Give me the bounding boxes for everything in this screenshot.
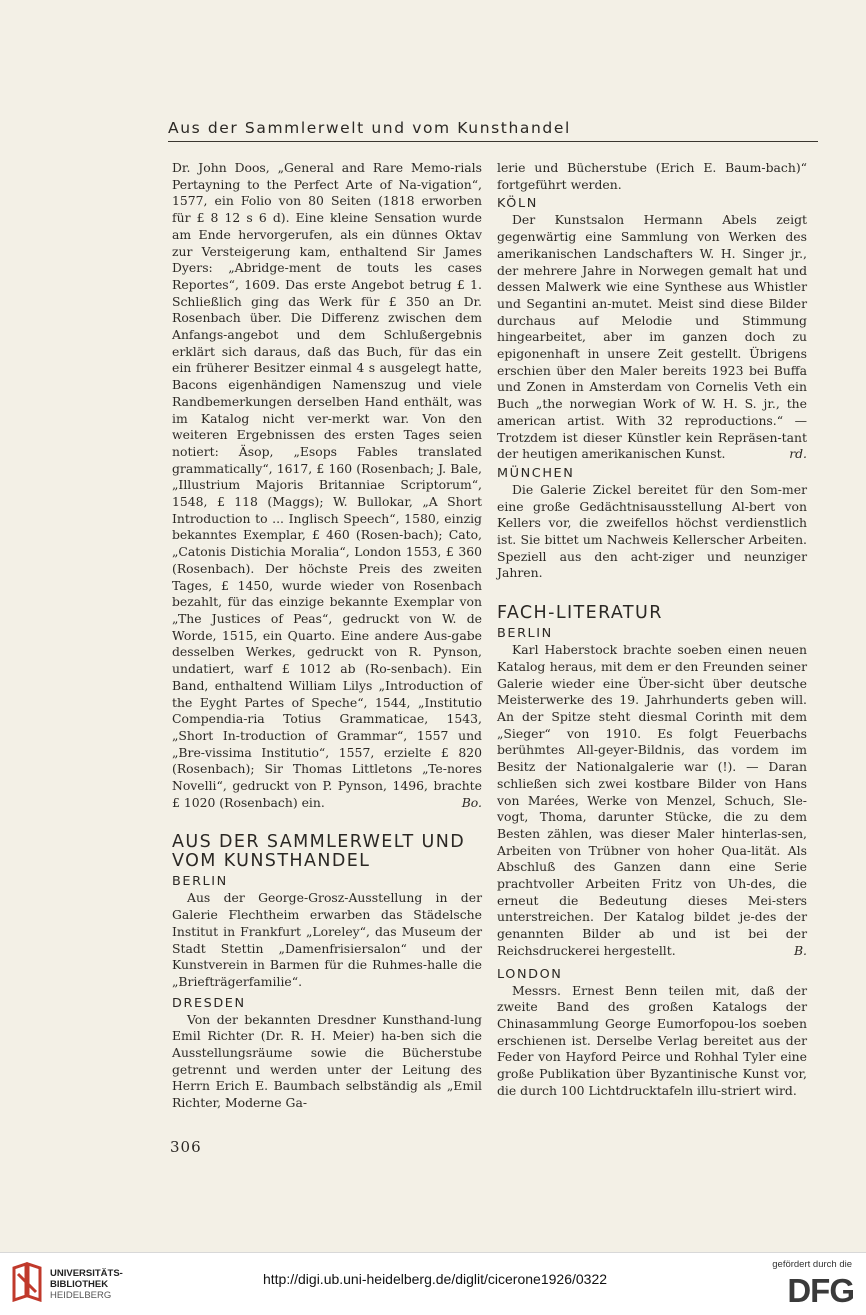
city-label-london: LONDON <box>497 966 563 982</box>
auction-report-text <box>172 160 482 811</box>
page-number: 306 <box>170 1138 202 1156</box>
london-article: Messrs. Ernest Benn teilen mit, daß der zweite Band des großen Katalogs der Chinasammlung George Eumorfopou-los soeben erschienen ist. Derselbe Verlag bereitet aus der Feder von Hayford Peirce und Rohhal Tyler eine große Publikation über Byzantinische Kunst vor, die durch 100 Lichtdrucktafeln illu-striert wird. <box>497 982 807 1098</box>
haberstock-article <box>497 642 807 959</box>
berlin-article: Aus der George-Grosz-Ausstellung in der Galerie Flechtheim erwarben das Städelsche Institut in Frankfurt „Loreley“, das Museum der Stadt Stettin „Damenfrisiersalon“ und der Kunstverein in Barmen für die Ruhmes-halle die „Briefträgerfamilie“. <box>172 890 482 989</box>
library-line-1: UNIVERSITÄTS- <box>50 1268 123 1279</box>
library-line-2: BIBLIOTHEK <box>50 1279 109 1290</box>
library-logo-icon[interactable] <box>10 1262 44 1306</box>
funded-by-label: gefördert durch die <box>772 1259 852 1270</box>
section-heading-fachliteratur: FACH-LITERATUR <box>497 603 663 624</box>
permalink-url[interactable]: http://digi.ub.uni-heidelberg.de/diglit/cicerone1926/0322 <box>262 1271 608 1287</box>
header-rule <box>168 141 818 142</box>
right-column <box>497 160 807 1099</box>
dresden-continuation: lerie und Bücherstube (Erich E. Baum-bach)“ fortgeführt werden. <box>497 160 807 192</box>
muenchen-article: Die Galerie Zickel bereitet für den Som-mer eine große Gedächtnisausstellung Al-bert von Kellers vor, die zweifellos höchst verdienstlich ist. Sie bittet um Nachweis Kellerscher Arbeiten. Speziell aus den acht-ziger und neunziger Jahren. <box>497 481 807 581</box>
auction-report-body: Dr. John Doos, „General and Rare Memo-rials Pertayning to the Perfect Arte of Na-vigation“, 1577, ein Folio von 80 Seiten (1818 erworben für £ 8 12 s 6 d). Eine kleine Sensation wurde am Ende hervorgerufen, als ein dünnes Oktav zur Versteigerung kam, enthaltend Sir James Dyers: „Abridge-ment de touts les cases Reportes“, 1609. Das erste Angebot betrug £ 1. Schließlich ging das Werk für £ 350 an Dr. Rosenbach über. Die Differenz zwischen dem Anfangs-angebot und dem Schlußergebnis erklärt sich daraus, daß das Buch, für das ein ein früherer Besitzer einmal 4 s ausgelegt hatte, Bacons eigenhändigen Namenszug und viele Randbemerkungen derselben Hand enthält, was im Katalog nicht ver-merkt war. Von den weiteren Ergebnissen des ersten Tages seien notiert: Äsop, „Esops Fables translated grammatically“, 1617, £ 160 (Rosenbach; J. Bale, „Illustrium Majoris Britanniae Scriptorum“, 1548, £ 118 (Maggs); W. Bullokar, „A Short Introduction to ... Inglisch Speech“, 1580, einzig bekanntes Exemplar, £ 460 (Rosen-bach); Cato, „Catonis Distichia Moralia“, London 1553, £ 360 (Rosenbach). Der höchste Preis des zweiten Tages, £ 1450, wurde wieder von Rosenbach bezahlt, für das einzige bekannte Exemplar von „The Justices of Peas“, gedruckt von W. de Worde, 1515, ein Quarto. Eine andere Aus-gabe desselben Werkes, gedruckt von R. Pynson, undatiert, warf £ 1012 ab (Ro-senbach). Ein Band, enthaltend William Lilys „Introduction of the Eyght Partes of Speche“, 1544, „Institutio Compendia-ria Totius Grammaticae, 1543, „Short In-troduction of Grammar“, 1557 und „Bre-vissima Institutio“, 1557, erzielte £ 820 (Rosenbach); Sir Thomas Littletons „Te-nores Novelli“, gedruckt von P. Pynson, 1496, brachte £ 1020 (Rosenbach) ein. <box>172 160 482 810</box>
signature-rd: rd. <box>789 446 807 462</box>
city-label-koeln: KÖLN <box>497 196 538 212</box>
city-label-dresden: DRESDEN <box>172 995 246 1011</box>
koeln-article <box>497 212 807 463</box>
signature-bo: Bo. <box>461 794 482 810</box>
footer-bar <box>0 1252 866 1315</box>
city-label-berlin: BERLIN <box>172 874 228 890</box>
dfg-logo[interactable]: DFG <box>787 1272 854 1309</box>
city-label-muenchen: MÜNCHEN <box>497 465 575 481</box>
haberstock-article-body: Karl Haberstock brachte soeben einen neuen Katalog heraus, mit dem er den Freunden seiner Galerie wieder eine Über-sicht über deutsche Meisterwerke des 19. Jahrhunderts geben will. An der Spitze steht diesmal Corinth mit dem „Sieger“ von 1910. Es folgt Feuerbachs berühmtes All-geyer-Bildnis, das vordem im Besitz der Nationalgalerie war (!). — Daran schließen sich zwei kostbare Bilder von Hans von Marées, Werke von Menzel, Schuch, Sle-vogt, Thoma, darunter Stücke, die zu dem Besten zählen, was dieser Maler hinterlas-sen, Arbeiten von Trübner von hoher Qua-lität. Als Abschluß des Ganzen dann eine Serie prachtvoller Arbeiten Fritz von Uh-des, die erneut die Bedeutung dieses Mei-sters unterstreichen. Der Katalog bildet je-des der genannten Bilder ab und ist bei der Reichsdruckerei hergestellt. <box>497 642 807 958</box>
city-label-berlin-fach: BERLIN <box>497 626 553 642</box>
library-name[interactable] <box>50 1268 123 1301</box>
library-line-3: HEIDELBERG <box>50 1290 112 1301</box>
running-head: Aus der Sammlerwelt und vom Kunsthandel <box>168 119 571 137</box>
koeln-article-body: Der Kunstsalon Hermann Abels zeigt gegenwärtig eine Sammlung von Werken des amerikanischen Landschafters W. H. Singer jr., der mehrere Jahre in Norwegen gemalt hat und dessen Malwerk wie eine Synthese aus Whistler und Segantini an-mutet. Meist sind diese Bilder durchaus auf Melodie und Stimmung hingearbeitet, aber im ganzen doch zu epigonenhaft in unsere Zeit gestellt. Übrigens erschien über den Maler bereits 1923 bei Buffa und Zonen in Amsterdam von Cornelis Veth ein Buch „the norwegian Work of W. H. S. jr., the american artist. With 32 reproductions.“ — Trotzdem ist dieser Künstler kein Repräsen-tant der heutigen amerikanischen Kunst. <box>497 212 807 462</box>
dresden-article: Von der bekannten Dresdner Kunsthand-lung Emil Richter (Dr. R. H. Meier) ha-ben sich die Ausstellungsräume sowie die Bücherstube getrennt und werden unter der Leitung des Herrn Erich E. Baumbach selbständig als „Emil Richter, Moderne Ga- <box>172 1011 482 1111</box>
signature-b: B. <box>793 942 807 958</box>
left-column <box>172 160 482 1112</box>
section-heading-sammlerwelt: AUS DER SAMMLERWELT UND VOM KUNSTHANDEL <box>172 832 466 872</box>
